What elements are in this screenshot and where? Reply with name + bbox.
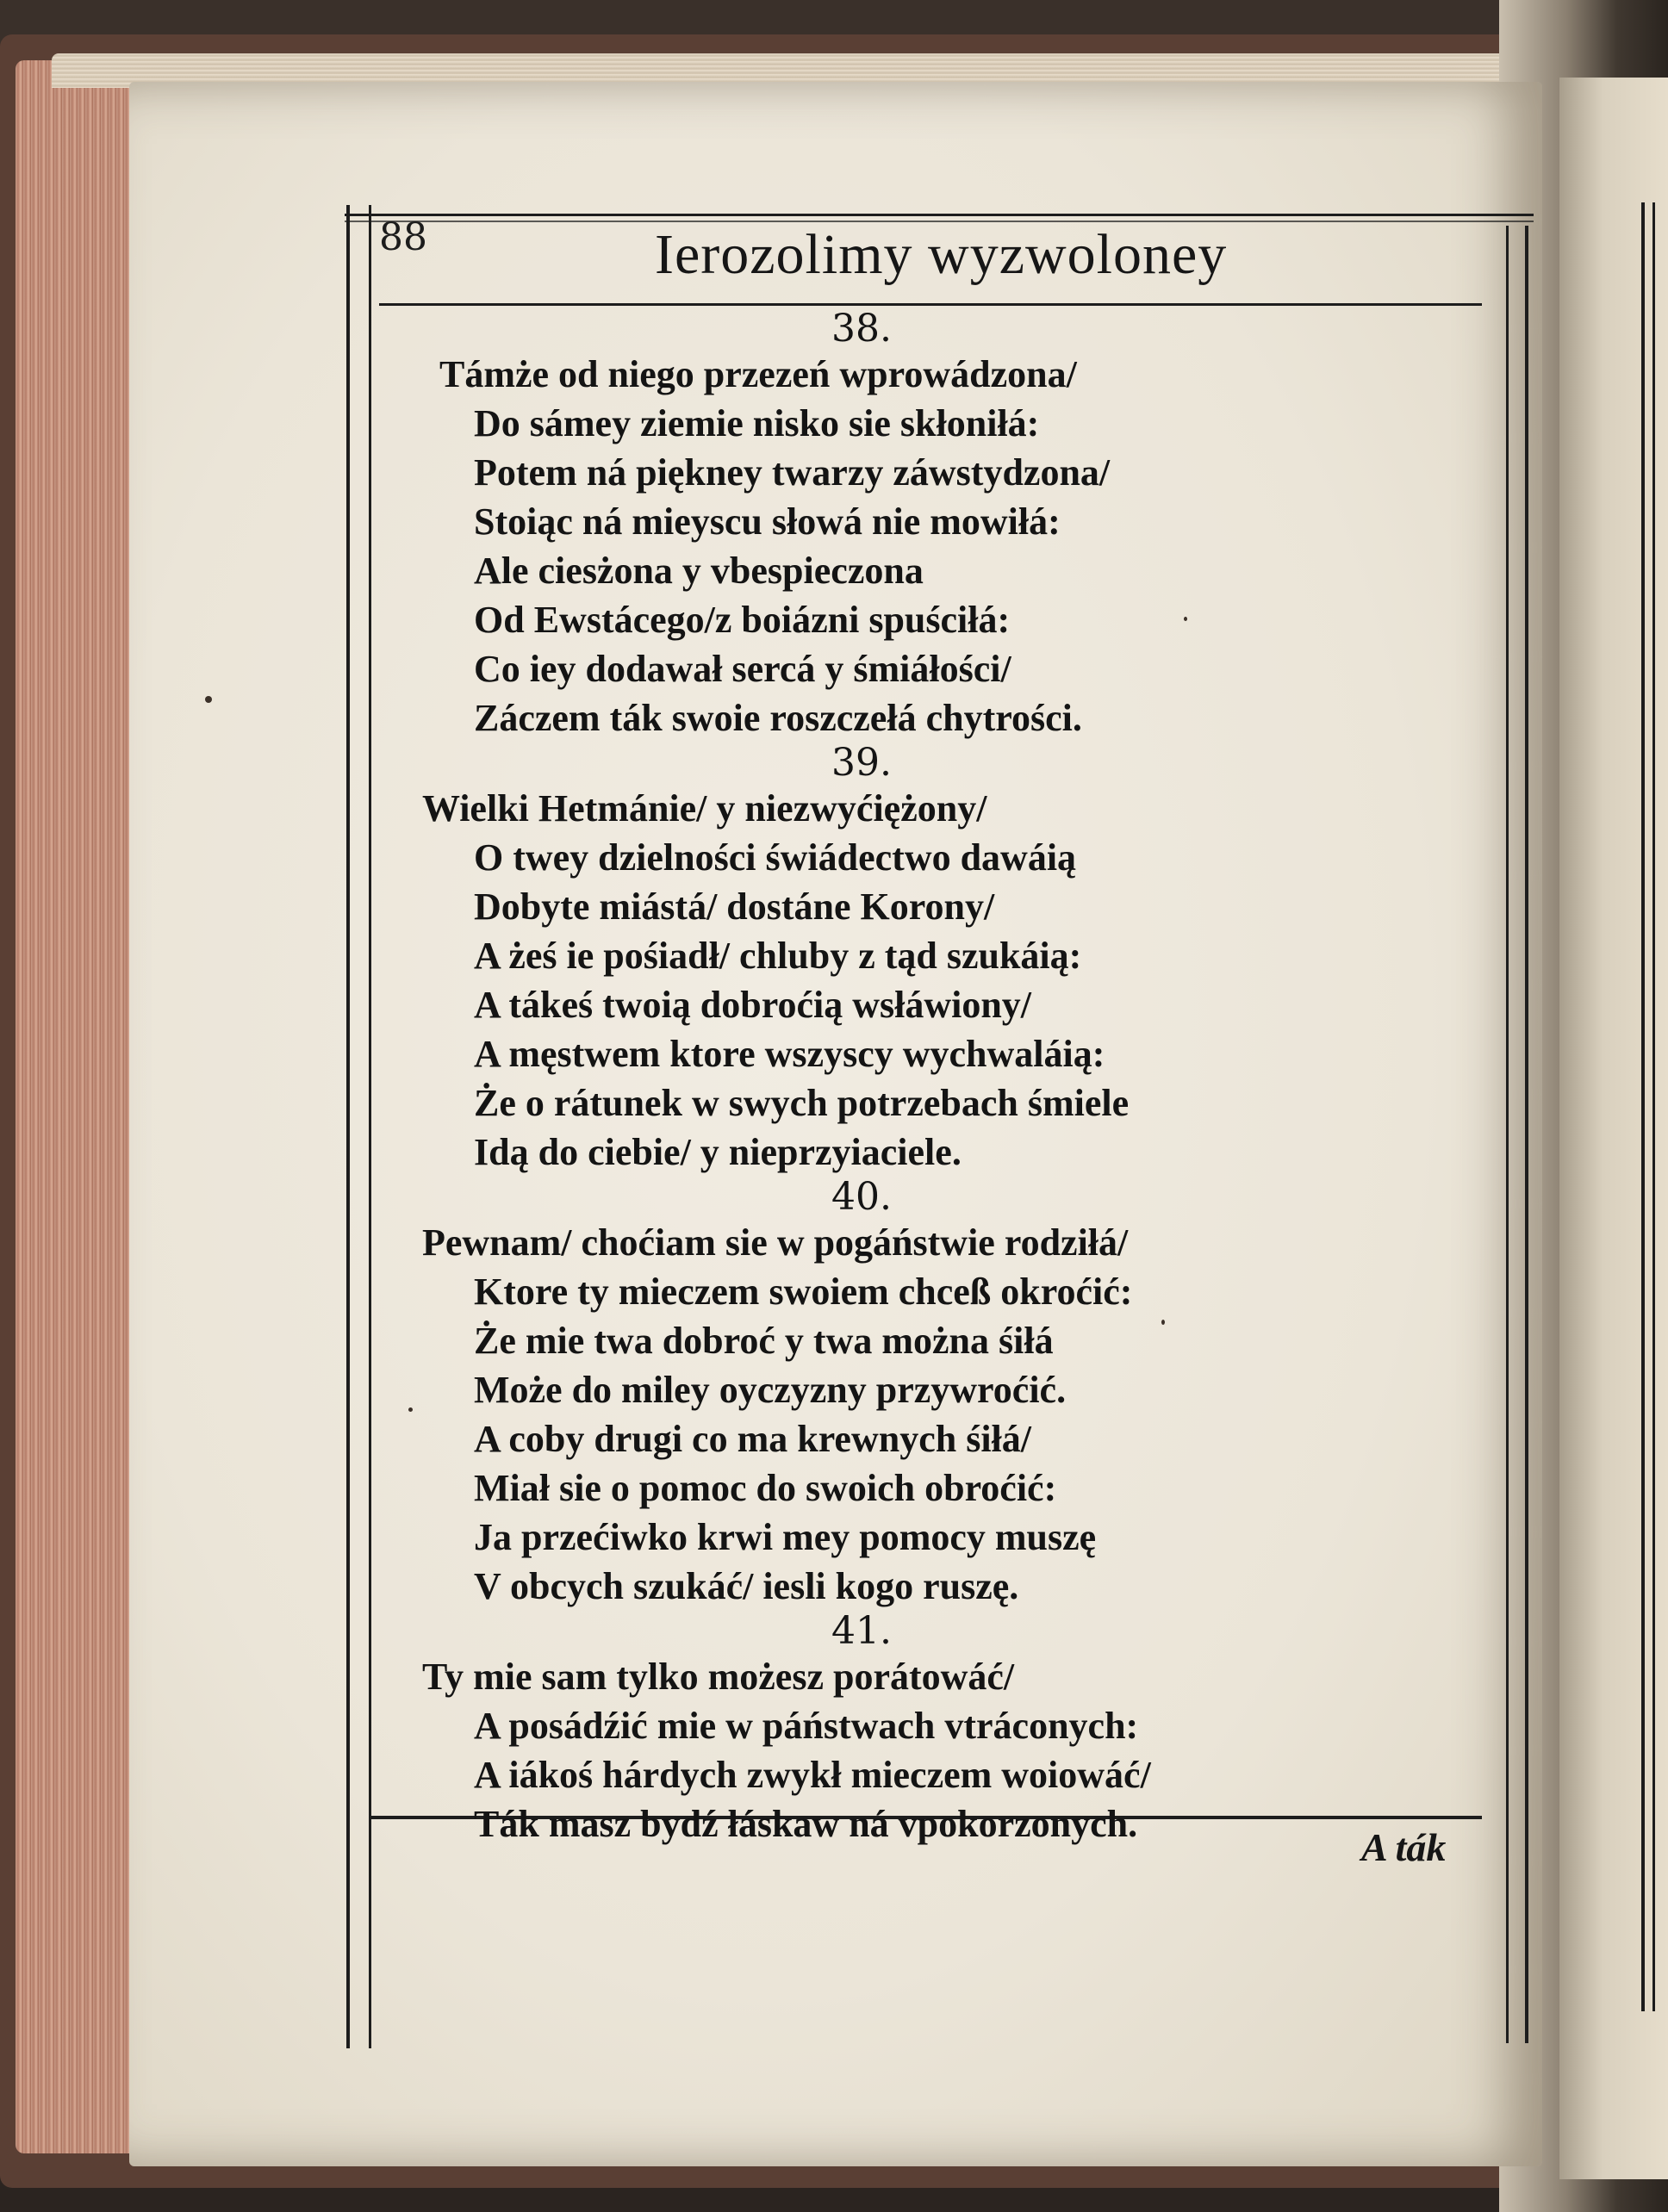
verse-text bbox=[422, 307, 1525, 1849]
verse-line: Pewnam/ choćiam sie w pogáństwie rodziłá/ bbox=[422, 1221, 1129, 1264]
verse-line: Że o rátunek w swych potrzebach śmiele bbox=[474, 1082, 1130, 1124]
verse-line: Do sámey ziemie nisko sie skłoniłá: bbox=[474, 402, 1040, 444]
verse-line: Ták masz bydź łáskaw ná vpokorzonych. bbox=[474, 1803, 1138, 1845]
verse-line: Ja przećiwko krwi mey pomocy muszę bbox=[474, 1516, 1097, 1558]
stanza bbox=[439, 308, 1525, 743]
verse-line: Ktore ty mieczem swoiem chceß okroćić: bbox=[474, 1271, 1133, 1313]
verse-line: Potem ná piękney twarzy záwstydzona/ bbox=[474, 451, 1111, 494]
stanza bbox=[422, 741, 1525, 1177]
page-number: 88 bbox=[379, 215, 427, 259]
verse-line: Záczem ták swoie roszczełá chytrości. bbox=[474, 697, 1082, 739]
verse-line: Idą do ciebie/ y nieprzyiaciele. bbox=[474, 1131, 962, 1173]
verse-line: A coby drugi co ma krewnych śiłá/ bbox=[474, 1418, 1032, 1460]
catchword: A ták bbox=[1361, 1825, 1447, 1869]
verse-line: Miał sie o pomoc do swoich obroćić: bbox=[474, 1467, 1057, 1509]
verse-line: Ale ciesżona y vbespieczona bbox=[474, 550, 924, 592]
verse-line: A żeś ie pośiadł/ chluby z tąd szukáią: bbox=[474, 935, 1082, 977]
stanza-number: 39. bbox=[831, 741, 892, 785]
verse-line: Że mie twa dobroć y twa można śiłá bbox=[474, 1320, 1054, 1362]
frame-rule-left-inner bbox=[369, 205, 371, 2048]
frame-rule-top bbox=[345, 214, 1534, 216]
stanza bbox=[422, 1175, 1525, 1611]
verse-line: V obcych szukáć/ iesli kogo ruszę. bbox=[474, 1565, 1019, 1607]
stanza-number: 40. bbox=[831, 1175, 892, 1219]
verse-line: O twey dzielności świádectwo dawáią bbox=[474, 836, 1077, 879]
stanza-number: 41. bbox=[831, 1609, 892, 1653]
verse-line: Od Ewstácego/z boiázni spuściłá: bbox=[474, 599, 1011, 641]
page-edges-left bbox=[16, 60, 136, 2153]
verse-line: A posádźić mie w páństwach vtráconych: bbox=[474, 1705, 1139, 1747]
verse-line: Co iey dodawał sercá y śmiáłości/ bbox=[474, 648, 1011, 690]
stanza-number: 38. bbox=[831, 307, 892, 351]
verse-line: A męstwem ktore wszyscy wychwaláią: bbox=[474, 1033, 1105, 1075]
verse-line: Stoiąc ná mieyscu słowá nie mowiłá: bbox=[474, 500, 1061, 543]
verse-line: Ty mie sam tylko możesz porátowáć/ bbox=[422, 1656, 1015, 1698]
facing-page-rule bbox=[1652, 202, 1655, 2011]
verse-line: Wielki Hetmánie/ y niezwyćiężony/ bbox=[422, 787, 987, 830]
frame-rule-left-outer bbox=[346, 205, 350, 2048]
verse-line: A tákeś twoią dobroćią wsłáwiony/ bbox=[474, 984, 1032, 1026]
verse-line: A iákoś hárdych zwykł mieczem woiowáć/ bbox=[474, 1754, 1151, 1796]
verse-line: Dobyte miástá/ dostáne Korony/ bbox=[474, 885, 995, 928]
stanza bbox=[422, 1609, 1525, 1849]
frame-rule-right-outer bbox=[1525, 226, 1528, 2043]
header-rule bbox=[379, 303, 1482, 306]
running-title: Ierozolimy wyzwoloney bbox=[655, 223, 1228, 286]
verse-line: Może do miley oyczyzny przywroćić. bbox=[474, 1369, 1067, 1411]
facing-page-rule bbox=[1641, 202, 1645, 2011]
verse-line: Támże od niego przezeń wprowádzona/ bbox=[439, 353, 1077, 395]
